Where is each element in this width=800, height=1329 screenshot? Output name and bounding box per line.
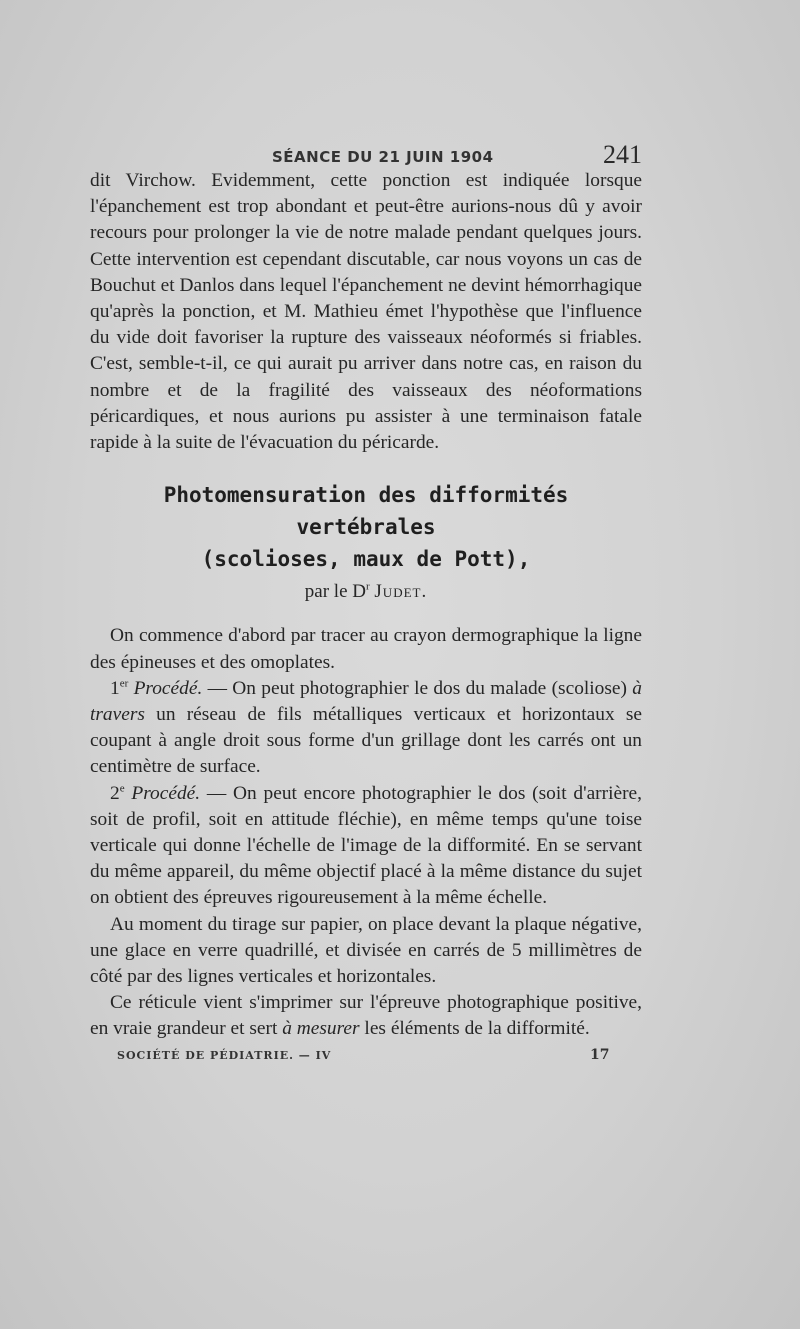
page-number: 241 [603,140,642,169]
article-title [90,479,642,575]
procedure-1-text-a: — On peut photographier le dos du malade (scoliose) [202,677,633,699]
running-title: SÉANCE DU 21 JUIN 1904 [272,148,494,166]
byline-superscript: r [365,580,370,593]
main-text [90,168,642,1043]
article-title-line-2: (scolioses, maux de Pott), [201,547,531,572]
paragraph-5-text-b: les éléments de la difformité. [359,1018,590,1040]
page-content [90,140,642,1067]
running-header [90,140,642,168]
procedure-2-text: — On peut encore photographier le dos (soit d'arrière, soit de profil, soit en attitude fléchie), en même temps qu'une toise verticale qui donne l'échelle de l'image de la difformité. En se servant du même appareil, du même objectif placé à la même distance du sujet on obtient des épreuves rigoureusement à la même échelle. [90,782,642,909]
procedure-1-sup: er [119,677,129,690]
paragraph-4: Au moment du tirage sur papier, on place devant la plaque négative, une glace en verre quadrillé, et divisée en carrés de 5 millimètres de côté par des lignes verticales et horizontales. [90,913,642,988]
footer-sheet-number: 17 [590,1046,610,1063]
page-footer [90,1045,642,1067]
procedure-2-label: Procédé. [131,782,201,804]
paragraph-5-emphasis: à mesurer [282,1018,360,1040]
paragraph-5-text-a: Ce réticule vient s'imprimer sur l'épreuve photographique positive, en vraie grandeur et sert [90,992,642,1040]
procedure-1-number: 1 [110,677,120,699]
article-title-line-1: Photomensuration des difformités vertébrales [163,483,569,540]
procedure-1-label: Procédé. [133,677,203,699]
byline-author: Judet. [374,581,428,603]
byline-prefix: par le D [304,581,366,603]
procedure-1-emphasis: à travers [90,677,642,726]
footer-signature: SOCIÉTÉ DE PÉDIATRIE. — IV [117,1048,332,1062]
paragraph-1: On commence d'abord par tracer au crayon dermographique la ligne des épineuses et des omoplates. [90,625,642,673]
paragraph-3 [90,781,642,912]
byline [90,579,642,605]
paragraph-2 [90,676,642,781]
continuation-paragraph: dit Virchow. Evidemment, cette ponction est indiquée lorsque l'épanchement est trop abondant et peut-être aurions-nous dû y avoir recours pour prolonger la vie de notre malade pendant quelques jours. Cette intervention est cependant discutable, car nous voyons un cas de Bouchut et Danlos dans lequel l'épanchement ne devint hémorrhagique qu'après la ponction, et M. Mathieu émet l'hypothèse que l'influence du vide doit favoriser la rupture des vaisseaux néoformés si friables. C'est, semble-t-il, ce qui aurait pu arriver dans notre cas, en raison du nombre et de la fragilité des vaisseaux des néoformations péricardiques, et nous aurions pu assister à une terminaison fatale rapide à la suite de l'évacuation du péricarde. [90,170,642,454]
paragraph-5 [90,990,642,1042]
procedure-2-number: 2 [110,782,120,804]
procedure-2-sup: e [119,782,125,795]
procedure-1-text-b: un réseau de fils métalliques verticaux et horizontaux se coupant à angle droit sous forme d'un grillage dont les carrés ont un centimètre de surface. [90,704,642,778]
